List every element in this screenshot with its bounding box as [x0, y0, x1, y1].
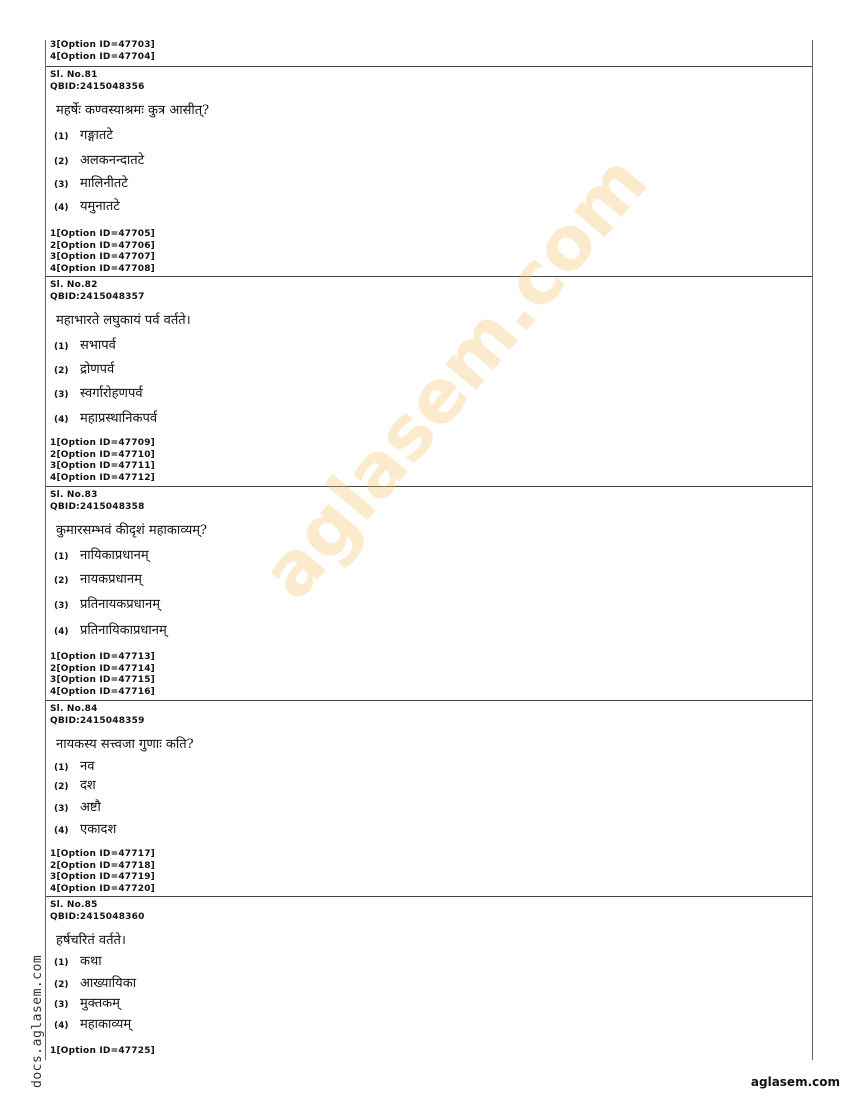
option-id: 3[Option ID=47715]	[50, 675, 155, 685]
option-4: (4) प्रतिनायिकाप्रधानम्	[54, 623, 167, 638]
serial-number: Sl. No.84	[50, 704, 98, 714]
question-paper-sheet	[45, 40, 813, 1060]
question-text: हर्षचरितं वर्तते।	[56, 933, 126, 948]
question-text: महाभारते लघुकायं पर्व वर्तते।	[56, 313, 191, 328]
qbid: QBID:2415048358	[50, 501, 145, 512]
option-id: 3[Option ID=47711]	[50, 461, 155, 471]
watermark: aglasem.com	[245, 139, 665, 616]
option-id: 4[Option ID=47704]	[50, 51, 155, 62]
option-2: (2) नायकप्रधानम्	[54, 572, 142, 587]
option-id: 4[Option ID=47712]	[50, 472, 155, 483]
option-2: (2) आख्यायिका	[54, 976, 137, 991]
side-url: docs.aglasem.com	[30, 954, 45, 1088]
option-id: 3[Option ID=47719]	[50, 872, 155, 882]
qbid: QBID:2415048357	[50, 291, 145, 302]
option-4: (4) एकादश	[54, 822, 117, 837]
serial-number: Sl. No.82	[50, 280, 98, 290]
option-id-list	[50, 438, 155, 484]
option-3: (3) स्वर्गारोहणपर्व	[54, 386, 143, 401]
question-text: कुमारसम्भवं कीदृशं महाकाव्यम्?	[56, 523, 207, 538]
footer-brand: aglasem.com	[750, 1075, 840, 1089]
option-4: (4) महाकाव्यम्	[54, 1017, 132, 1032]
option-id: 1[Option ID=47713]	[50, 652, 155, 662]
option-4: (4) महाप्रस्थानिकपर्व	[54, 411, 158, 426]
option-1: (1) नव	[54, 759, 95, 774]
option-1: (1) कथा	[54, 954, 102, 969]
option-1: (1) गङ्गातटे	[54, 128, 113, 143]
option-3: (3) मालिनीतटे	[54, 176, 128, 191]
question-block-83	[46, 486, 812, 701]
option-id-list	[50, 229, 155, 275]
option-1: (1) सभापर्व	[54, 338, 116, 353]
option-id: 2[Option ID=47714]	[50, 663, 155, 674]
option-1: (1) नायिकाप्रधानम्	[54, 548, 149, 563]
option-id-list	[50, 849, 155, 895]
option-id: 2[Option ID=47718]	[50, 860, 155, 871]
option-id: 4[Option ID=47716]	[50, 686, 155, 697]
option-id: 1[Option ID=47705]	[50, 229, 155, 239]
option-id: 4[Option ID=47708]	[50, 263, 155, 274]
option-id: 4[Option ID=47720]	[50, 883, 155, 894]
question-text: नायकस्य सत्त्वजा गुणाः कति?	[56, 737, 194, 752]
question-block-84	[46, 700, 812, 897]
option-id: 1[Option ID=47717]	[50, 849, 155, 859]
option-2: (2) द्रोणपर्व	[54, 362, 115, 377]
question-block-85	[46, 896, 812, 1061]
option-2: (2) दश	[54, 778, 96, 793]
option-id: 3[Option ID=47703]	[50, 40, 155, 50]
qbid: QBID:2415048360	[50, 911, 145, 922]
serial-number: Sl. No.83	[50, 490, 98, 500]
option-id: 2[Option ID=47706]	[50, 240, 155, 251]
qbid: QBID:2415048356	[50, 81, 145, 92]
question-text: महर्षेः कण्वस्याश्रमः कुत्र आसीत्?	[56, 103, 210, 118]
option-id-list	[50, 652, 155, 698]
option-3: (3) मुक्तकम्	[54, 996, 120, 1011]
option-2: (2) अलकनन्दातटे	[54, 153, 145, 168]
option-4: (4) यमुनातटे	[54, 199, 120, 214]
option-id-list	[50, 1046, 155, 1058]
serial-number: Sl. No.85	[50, 900, 98, 910]
option-3: (3) अष्टौ	[54, 800, 101, 815]
previous-option-ids	[50, 40, 155, 63]
option-id: 3[Option ID=47707]	[50, 252, 155, 262]
qbid: QBID:2415048359	[50, 715, 145, 726]
option-id: 1[Option ID=47725]	[50, 1046, 155, 1056]
option-3: (3) प्रतिनायकप्रधानम्	[54, 597, 161, 612]
option-id: 1[Option ID=47709]	[50, 438, 155, 448]
option-id: 2[Option ID=47710]	[50, 449, 155, 460]
serial-number: Sl. No.81	[50, 70, 98, 80]
question-block-81	[46, 66, 812, 277]
